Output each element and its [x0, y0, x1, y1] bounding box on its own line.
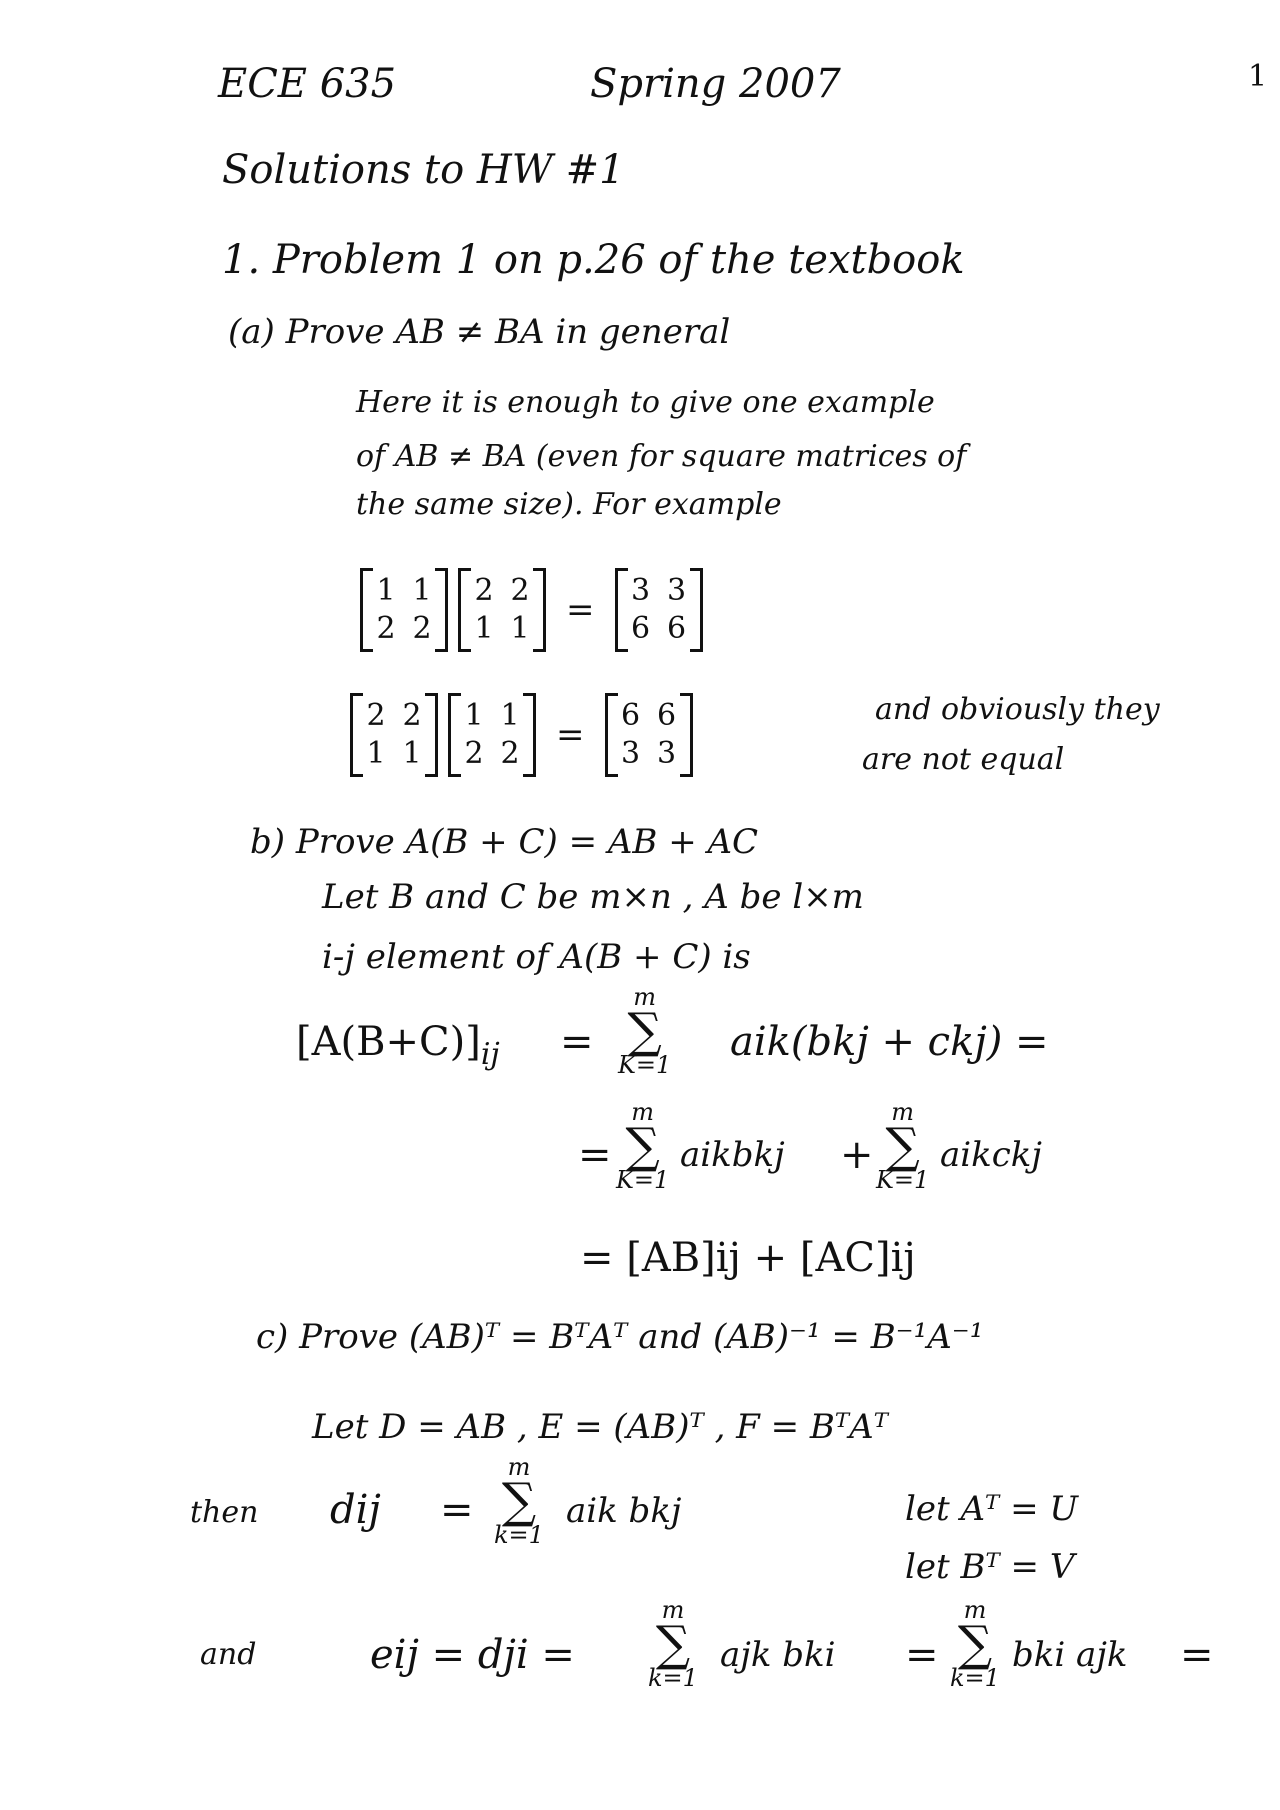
page-number: 1: [1248, 59, 1268, 94]
part-a-text-line2: of AB ≠ BA (even for square matrices of: [356, 439, 967, 474]
part-c-eij-term1: ajk bki: [720, 1635, 836, 1675]
part-b-let-line: Let B and C be m×n , A be l×m: [322, 877, 864, 917]
part-c-dij-term: aik bkj: [566, 1491, 682, 1531]
part-c-eij-term2: bki ajk: [1012, 1635, 1128, 1675]
part-a-note-line2: are not equal: [862, 742, 1065, 777]
summation-b1: m ∑ K=1: [618, 983, 672, 1079]
part-c-dij: dij: [330, 1487, 381, 1533]
part-b-term2a: aikbkj: [680, 1135, 785, 1175]
part-b-term1: aik(bkj + ckj) =: [730, 1019, 1049, 1065]
part-a-text-line1: Here it is enough to give one example: [356, 385, 935, 420]
summation-b2: m ∑ K=1: [616, 1098, 670, 1194]
summation-b3: m ∑ K=1: [876, 1098, 930, 1194]
matrix-cell: 3: [666, 573, 687, 608]
part-b-lhs-subscript: ij: [480, 1037, 500, 1072]
matrix-cell: 6: [666, 611, 687, 646]
part-b-term2b: aikckj: [940, 1135, 1042, 1175]
part-c-and: and: [200, 1637, 257, 1672]
part-c-let-line: Let D = AB , E = (AB)ᵀ , F = BᵀAᵀ: [312, 1407, 888, 1447]
part-b-line2-eq: =: [578, 1132, 612, 1178]
matrix-cell: 2: [376, 611, 396, 646]
matrix-equation-1: [360, 555, 820, 665]
part-c-let-v: let Bᵀ = V: [905, 1547, 1075, 1587]
summation-c1: m ∑ k=1: [494, 1453, 544, 1549]
part-b-eq-sign: =: [560, 1019, 594, 1065]
matrix-cell: 2: [510, 573, 530, 608]
part-b-label: b) Prove A(B + C) = AB + AC: [250, 822, 759, 862]
part-c-let-u: let Aᵀ = U: [905, 1489, 1079, 1529]
matrix-right: [448, 693, 536, 777]
matrix-cell: 1: [500, 698, 520, 733]
matrix-cell: 2: [474, 573, 494, 608]
part-c-eq-sign: =: [440, 1487, 474, 1533]
matrix-cell: 1: [366, 736, 386, 771]
matrix-cell: 6: [656, 698, 677, 733]
matrix-cell: 1: [474, 611, 494, 646]
matrix-cell: 6: [630, 611, 651, 646]
part-c-eij-start: eij = dji =: [370, 1632, 575, 1678]
matrix-result: [605, 693, 693, 777]
part-b-element-line: i-j element of A(B + C) is: [322, 937, 751, 977]
matrix-cell: 1: [412, 573, 432, 608]
equals-sign: =: [556, 715, 585, 755]
matrix-cell: 3: [630, 573, 651, 608]
sum-lower: K=1: [618, 1051, 672, 1079]
matrix-cell: 1: [402, 736, 422, 771]
course-code: ECE 635: [218, 61, 397, 107]
matrix-cell: 2: [366, 698, 386, 733]
summation-c2: m ∑ k=1: [648, 1596, 698, 1692]
matrix-cell: 2: [412, 611, 432, 646]
part-a-text-line3: the same size). For example: [356, 487, 782, 522]
sum-upper: m: [633, 983, 657, 1011]
matrix-cell: 2: [464, 736, 484, 771]
matrix-cell: 2: [500, 736, 520, 771]
part-a-note-line1: and obviously they: [875, 692, 1160, 727]
part-a-label: (a) Prove AB ≠ BA in general: [228, 312, 731, 352]
matrix-cell: 1: [510, 611, 530, 646]
part-c-label: c) Prove (AB)ᵀ = BᵀAᵀ and (AB)⁻¹ = B⁻¹A⁻¹: [256, 1317, 984, 1357]
term: Spring 2007: [590, 61, 841, 107]
equals-sign: =: [566, 590, 595, 630]
part-c-then: then: [190, 1495, 259, 1530]
matrix-left: [360, 568, 448, 652]
summation-c3: m ∑ k=1: [950, 1596, 1000, 1692]
matrix-equation-2: [350, 680, 820, 790]
problem-1-heading: 1. Problem 1 on p.26 of the textbook: [222, 237, 965, 283]
matrix-right: [458, 568, 546, 652]
matrix-cell: 2: [402, 698, 422, 733]
part-c-eij-end: =: [1180, 1632, 1214, 1678]
part-b-lhs: $[A(B+C)]_{ij}$: [296, 1019, 500, 1072]
page-title: Solutions to HW #1: [222, 147, 625, 193]
part-c-eij-eq2: =: [905, 1632, 939, 1678]
part-b-plus: +: [840, 1132, 874, 1178]
matrix-left: [350, 693, 438, 777]
matrix-cell: 6: [620, 698, 641, 733]
matrix-cell: 1: [464, 698, 484, 733]
matrix-cell: 3: [620, 736, 641, 771]
matrix-result: [615, 568, 703, 652]
matrix-cell: 1: [376, 573, 396, 608]
matrix-cell: 3: [656, 736, 677, 771]
part-b-line3: = [AB]ij + [AC]ij: [580, 1235, 916, 1281]
